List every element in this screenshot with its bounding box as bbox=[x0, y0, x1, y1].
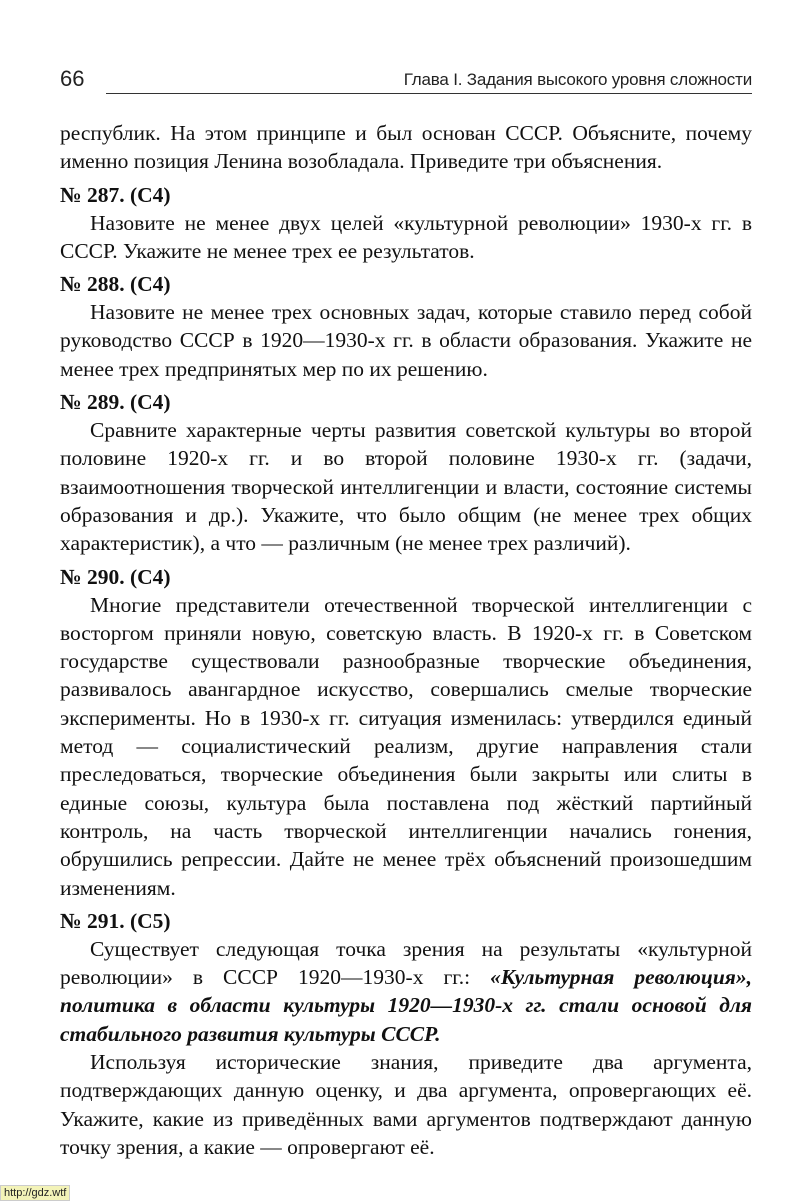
task-288 bbox=[60, 271, 752, 383]
task-heading: № 288. (С4) bbox=[60, 272, 171, 297]
task-289 bbox=[60, 389, 752, 557]
intro-paragraph: республик. На этом принципе и был основан СССР. Объясните, почему именно позиция Ленина возобладала. Приведите три объяснения. bbox=[60, 121, 752, 174]
task-text-2: Используя исторические знания, приведите два аргумента, подтверждающих данную оценку, и два аргумента, опровергающих её. Укажите, какие из приведённых вами аргументов подтверждают данную точку зрения, а какие — опровергают её. bbox=[60, 1050, 752, 1159]
task-text: Назовите не менее двух целей «культурной революции» 1930-х гг. в СССР. Укажите не менее трех ее результатов. bbox=[60, 210, 752, 263]
header-divider bbox=[106, 93, 752, 94]
task-heading: № 289. (С4) bbox=[60, 390, 171, 415]
task-quote: «Культурная революция», политика в области культуры 1920—1930-х гг. стали основой для стабильного развития культуры СССР. bbox=[60, 965, 752, 1046]
task-291 bbox=[60, 908, 752, 1161]
task-heading: № 287. (С4) bbox=[60, 182, 171, 207]
page-number: 66 bbox=[60, 66, 85, 91]
watermark: http://gdz.wtf bbox=[0, 1185, 70, 1201]
task-text bbox=[60, 935, 752, 1048]
task-heading: № 291. (С5) bbox=[60, 908, 171, 933]
task-text: Сравните характерные черты развития советской культуры во второй половине 1920-х гг. и во второй половине 1930-х гг. (задачи, взаимоотношения творческой интеллигенции и власти, состояние системы образования и др.). Укажите, что было общим (не менее трех общих характеристик), а что — различным (не менее трех различий). bbox=[60, 418, 752, 556]
task-text: Назовите не менее трех основных задач, которые ставило перед собой руководство СССР в 1920—1930-х гг. в области образования. Укажите не менее трех предпринятых мер по их решению. bbox=[60, 300, 752, 381]
task-text-lead: Существует следующая точка зрения на результаты «культурной революции» в СССР 1920—1930-х гг.: bbox=[60, 936, 752, 990]
task-heading: № 290. (С4) bbox=[60, 564, 171, 589]
page-header bbox=[60, 60, 752, 94]
task-287 bbox=[60, 182, 752, 266]
page-content bbox=[60, 119, 752, 1161]
task-290 bbox=[60, 564, 752, 902]
task-text: Многие представители отечественной творческой интеллигенции с восторгом приняли новую, советскую власть. В 1920-х гг. в Советском государстве существовали разнообразные творческие объединения, развивалось авангардное искусство, совершались смелые творческие эксперименты. Но в 1930-х гг. ситуация изменилась: утвердился единый метод — социалистический реализм, другие направления стали преследоваться, творческие объединения были закрыты или слиты в единые союзы, культура была поставлена под жёсткий партийный контроль, на часть творческой интеллигенции начались гонения, обрушились репрессии. Дайте не менее трёх объяснений произошедшим изменениям. bbox=[60, 592, 752, 900]
chapter-title: Глава I. Задания высокого уровня сложности bbox=[403, 70, 752, 89]
